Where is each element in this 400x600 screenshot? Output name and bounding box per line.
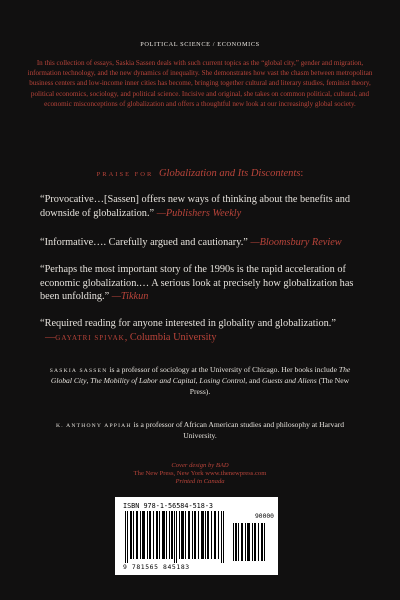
- review-quote: [40, 193, 370, 220]
- foreword-author-bio: [40, 420, 360, 442]
- bio-text: ,: [195, 376, 200, 386]
- author-bio: [40, 365, 360, 397]
- author-name: SASKIA SASSEN: [49, 368, 108, 374]
- bio-text: (The New Press).: [189, 376, 350, 396]
- review-quote: [40, 263, 370, 304]
- printed-in: Printed in Canada: [175, 478, 225, 486]
- quote-source: —Tikkun: [111, 291, 149, 303]
- book-description: In this collection of essays, Saskia Sassen deals with such current topics as the “global city,” gender and migration, information technology, and the new dynamics of inequality. She demonstrates how vast the chasm between metropolitan business centers and low-income inner cities has become, bringing together cultural and literary studies, feminist theory, political economics, sociology, and political science. Incisive and original, she takes on common political, cultural, and economic misconceptions of globalization and offers a thoughtful new look at our increasingly global society.: [27, 59, 373, 108]
- praise-heading: [0, 168, 400, 179]
- book-title: The Mobility of Labor and Capital: [90, 376, 196, 386]
- praise-label: PRAISE FOR: [96, 171, 154, 178]
- praise-colon: :: [300, 168, 304, 179]
- quote-text: “Required reading for anyone interested in globality and globalization.”: [40, 318, 336, 329]
- quote-source: [40, 331, 370, 346]
- quote-source: —Bloomsbury Review: [250, 237, 342, 248]
- review-quote: [40, 236, 370, 250]
- quote-text: “Informative…. Carefully argued and cautionary.”: [40, 237, 248, 248]
- book-title: Losing Control: [199, 376, 246, 386]
- category-label: POLITICAL SCIENCE / ECONOMICS: [140, 41, 260, 48]
- bio-text: is a professor of African American studies and philosophy at Harvard University.: [131, 420, 345, 441]
- quote-text: “Perhaps the most important story of the 1990s is the rapid acceleration of economic globalization.… A serious look at precisely how globalization has been unfolding.”: [40, 264, 354, 303]
- publisher-line: The New Press, New York www.thenewpress.com: [133, 470, 267, 478]
- quote-text: “Provocative…[Sassen] offers new ways of thinking about the benefits and downside of globalization.”: [40, 194, 351, 219]
- bio-text: , and: [245, 376, 262, 386]
- quote-source-dash: —: [45, 331, 56, 343]
- praise-book-title: Globalization and Its Discontents: [158, 168, 301, 179]
- foreword-author-name: K. ANTHONY APPIAH: [55, 423, 132, 429]
- quote-source-name: GAYATRI SPIVAK: [55, 333, 125, 342]
- quote-source: —Publishers Weekly: [156, 207, 242, 219]
- book-title: Guests and Aliens: [261, 376, 317, 386]
- book-title: The Global City: [50, 365, 351, 386]
- publisher-credits: [0, 462, 400, 487]
- ean-number: 9 781565 845183: [123, 563, 190, 571]
- barcode-bars-icon: [121, 511, 271, 563]
- isbn-barcode: [115, 497, 278, 575]
- cover-design-credit: Cover design by BAD: [171, 462, 229, 469]
- quote-source-affiliation: , Columbia University: [124, 331, 217, 343]
- bio-text: ,: [86, 376, 91, 386]
- review-quote: [40, 317, 370, 345]
- isbn-number: ISBN 978-1-56584-518-3: [123, 502, 214, 510]
- price-code: 90000: [255, 513, 274, 520]
- bio-text: is a professor of sociology at the University of Chicago. Her books include: [107, 365, 339, 374]
